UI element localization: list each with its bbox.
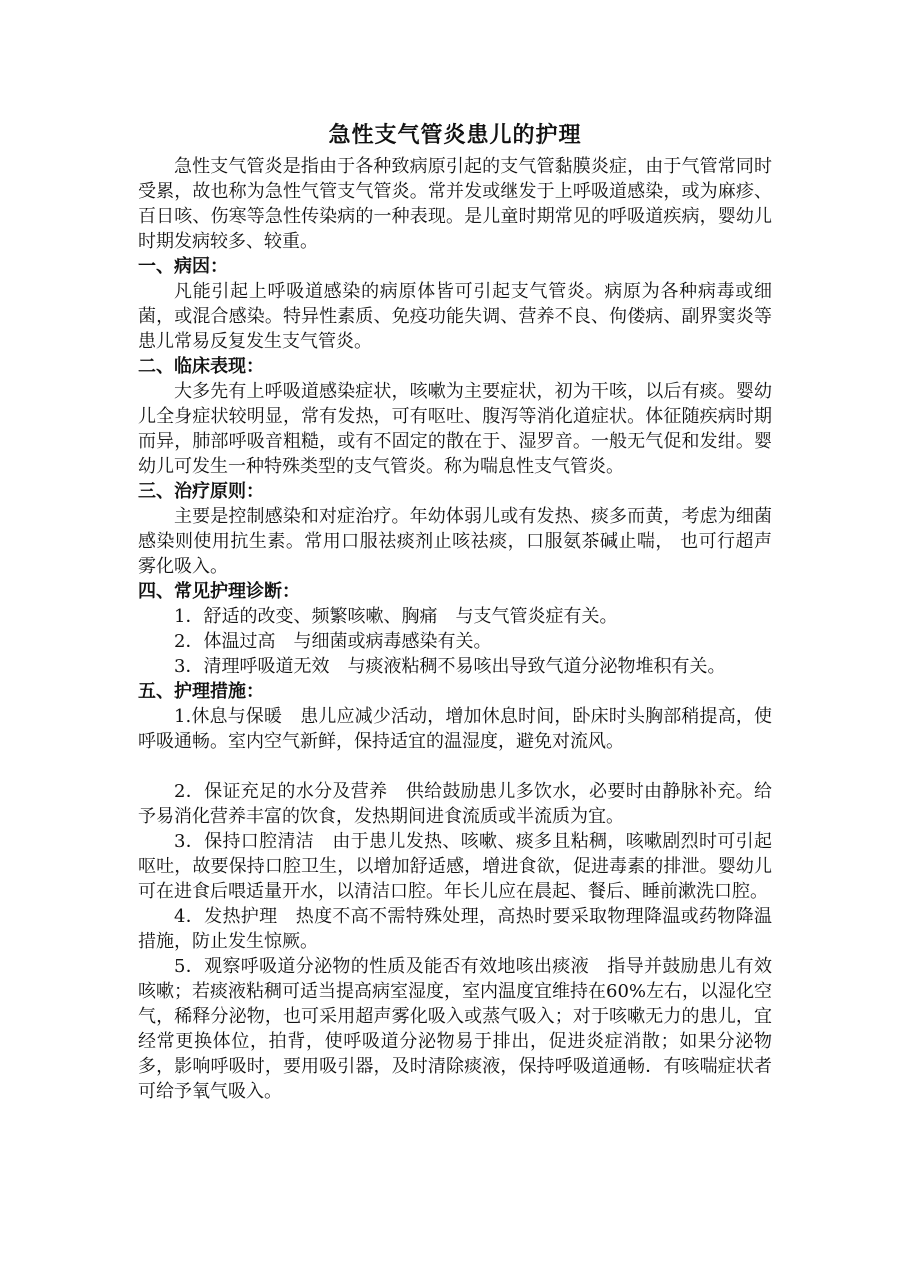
document-page (138, 120, 772, 1104)
intro-paragraph: 急性支气管炎是指由于各种致病原引起的支气管黏膜炎症，由于气管常同时受累，故也称为急性气管支气管炎。常并发或继发于上呼吸道感染，或为麻疹、百日咳、伤寒等急性传染病的一种表现。是儿童时期常见的呼吸道疾病，婴幼儿时期发病较多、较重。 (138, 156, 772, 252)
diagnosis-item-2: 2．体温过高 与细菌或病毒感染有关。 (174, 631, 492, 652)
etiology-paragraph: 凡能引起上呼吸道感染的病原体皆可引起支气管炎。病原为各种病毒或细菌，或混合感染。特异性素质、免疫功能失调、营养不良、佝偻病、副界窦炎等患儿常易反复发生支气管炎。 (138, 281, 772, 352)
measure-item-2: 2．保证充足的水分及营养 供给鼓励患儿多饮水，必要时由静脉补充。给予易消化营养丰富的饮食，发热期间进食流质或半流质为宜。 (138, 781, 772, 827)
section-heading-diagnosis: 四、常见护理诊断： (138, 581, 300, 602)
diagnosis-item-3: 3．清理呼吸道无效 与痰液粘稠不易咳出导致气道分泌物堆积有关。 (174, 656, 726, 677)
section-heading-clinical: 二、临床表现： (138, 356, 264, 377)
measure-item-3: 3．保持口腔清洁 由于患儿发热、咳嗽、痰多且粘稠，咳嗽剧烈时可引起呕吐，故要保持口腔卫生，以增加舒适感，增进食欲，促进毒素的排泄。婴幼儿可在进食后喂适量开水，以清洁口腔。年长儿应在晨起、餐后、睡前漱洗口腔。 (138, 831, 772, 902)
section-heading-measures: 五、护理措施： (138, 681, 264, 702)
measure-item-5: 5．观察呼吸道分泌物的性质及能否有效地咳出痰液 指导并鼓励患儿有效咳嗽；若痰液粘稠可适当提高病室湿度，室内温度宜维持在60%左右，以湿化空气，稀释分泌物，也可采用超声雾化吸入或蒸气吸入；对于咳嗽无力的患儿，宜经常更换体位，拍背，使呼吸道分泌物易于排出，促进炎症消散；如果分泌物多，影响呼吸时，要用吸引器，及时清除痰液，保持呼吸道通畅．有咳喘症状者可给予氧气吸入。 (138, 956, 773, 1102)
measure-item-4: 4．发热护理 热度不高不需特殊处理，高热时要采取物理降温或药物降温措施，防止发生惊厥。 (138, 906, 772, 952)
diagnosis-item-1: 1．舒适的改变、频繁咳嗽、胸痛 与支气管炎症有关。 (174, 606, 618, 627)
clinical-paragraph: 大多先有上呼吸道感染症状，咳嗽为主要症状，初为干咳，以后有痰。婴幼儿全身症状较明显，常有发热，可有呕吐、腹泻等消化道症状。体征随疾病时期而异，肺部呼吸音粗糙，或有不固定的散在于、湿罗音。一般无气促和发绀。婴幼儿可发生一种特殊类型的支气管炎。称为喘息性支气管炎。 (138, 381, 772, 477)
treatment-paragraph: 主要是控制感染和对症治疗。年幼体弱儿或有发热、痰多而黄，考虑为细菌感染则使用抗生素。常用口服祛痰剂止咳祛痰，口服氨茶碱止喘， 也可行超声雾化吸入。 (138, 506, 772, 577)
blank-line (138, 754, 772, 779)
section-heading-treatment: 三、治疗原则： (138, 481, 264, 502)
section-heading-etiology: 一、病因： (138, 256, 228, 277)
measure-item-1: 1.休息与保暖 患儿应减少活动，增加休息时间，卧床时头胸部稍提高，使呼吸通畅。室内空气新鲜，保持适宜的温湿度，避免对流风。 (138, 706, 772, 752)
document-title: 急性支气管炎患儿的护理 (328, 122, 582, 148)
